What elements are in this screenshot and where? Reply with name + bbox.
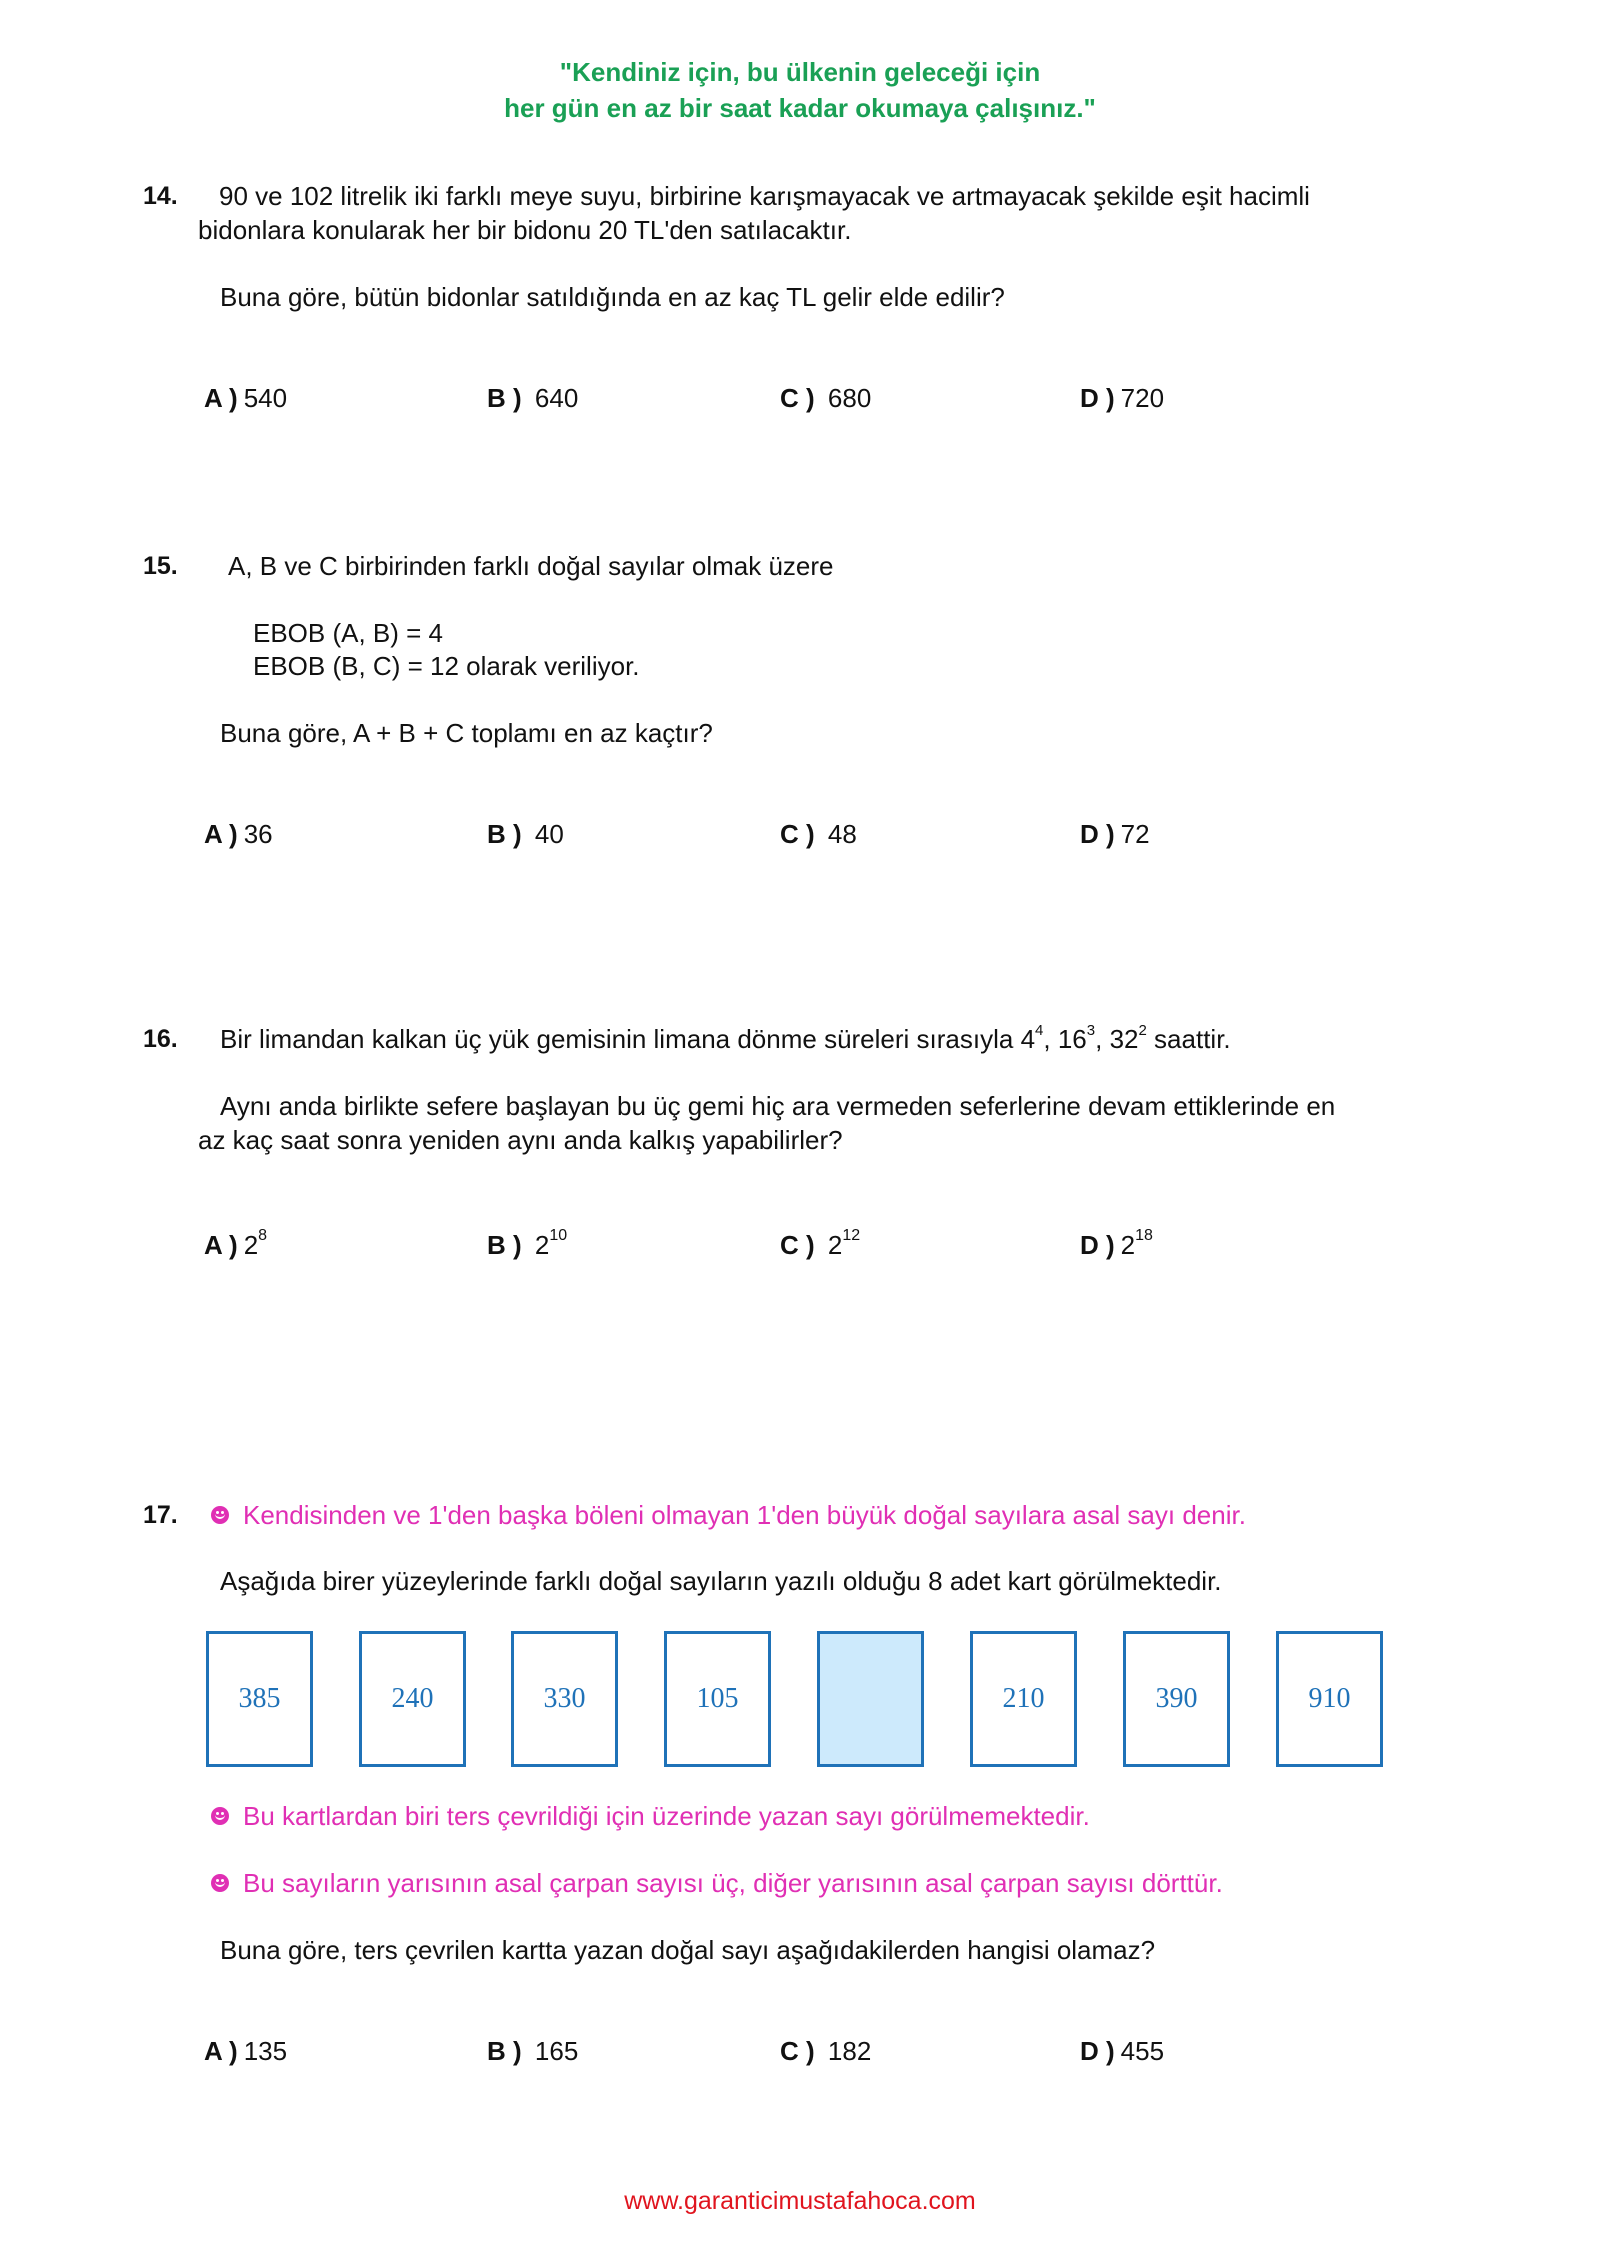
- question-text: bidonlara konularak her bir bidonu 20 TL'den satılacaktır.: [198, 215, 852, 245]
- info-bullet: [211, 1801, 1090, 1832]
- option-base: 2: [243, 1230, 259, 1260]
- option-base: 2: [534, 1230, 550, 1260]
- option-value: 135: [243, 2036, 288, 2066]
- option-b[interactable]: [487, 819, 564, 850]
- option-value: 455: [1120, 2036, 1165, 2066]
- option-label: A ): [204, 1230, 238, 1260]
- option-b[interactable]: [487, 2036, 578, 2067]
- bullet-text: Bu kartlardan biri ters çevrildiği için üzerinde yazan sayı görülmemektedir.: [243, 1801, 1090, 1831]
- option-label: D ): [1080, 1230, 1115, 1260]
- option-value: 182: [827, 2036, 872, 2066]
- duration-exp: 2: [1138, 1022, 1147, 1040]
- number-card: 385: [206, 1631, 313, 1767]
- option-label: A ): [204, 383, 238, 413]
- option-label: D ): [1080, 383, 1115, 413]
- question-intro: Aşağıda birer yüzeylerinde farklı doğal sayıların yazılı olduğu 8 adet kart görülmektedir.: [220, 1566, 1222, 1596]
- question-number: 17.: [143, 1501, 178, 1529]
- question-prompt: Buna göre, ters çevrilen kartta yazan doğal sayı aşağıdakilerden hangisi olamaz?: [220, 1935, 1156, 1965]
- question-number: 14.: [143, 182, 178, 210]
- number-card: 105: [664, 1631, 771, 1767]
- option-base: 2: [1120, 1230, 1136, 1260]
- option-d[interactable]: [1080, 1227, 1153, 1261]
- number-card: 330: [511, 1631, 618, 1767]
- face-down-card: [817, 1631, 924, 1767]
- option-label: B ): [487, 819, 522, 849]
- option-base: 2: [827, 1230, 843, 1260]
- option-d[interactable]: [1080, 2036, 1164, 2067]
- given-line: EBOB (A, B) = 4: [253, 618, 444, 648]
- question-text: 90 ve 102 litrelik iki farklı meye suyu, birbirine karışmayacak ve artmayacak şekilde eşit hacimli: [219, 181, 1310, 211]
- option-label: D ): [1080, 819, 1115, 849]
- duration-base: 16: [1057, 1024, 1087, 1054]
- option-d[interactable]: [1080, 383, 1164, 414]
- option-label: C ): [780, 2036, 815, 2066]
- option-label: A ): [204, 819, 238, 849]
- text-end: saattir.: [1146, 1024, 1231, 1054]
- option-label: C ): [780, 1230, 815, 1260]
- option-label: C ): [780, 383, 815, 413]
- question-text: Aynı anda birlikte sefere başlayan bu üç gemi hiç ara vermeden seferlerine devam ettiklerinde en: [220, 1091, 1336, 1121]
- option-b[interactable]: [487, 383, 578, 414]
- option-label: A ): [204, 2036, 238, 2066]
- number-card: 240: [359, 1631, 466, 1767]
- question-number: 16.: [143, 1025, 178, 1053]
- option-value: 72: [1120, 819, 1150, 849]
- number-card: 390: [1123, 1631, 1230, 1767]
- question-text: [220, 1024, 1231, 1055]
- question-number: 15.: [143, 552, 178, 580]
- option-a[interactable]: [204, 819, 273, 850]
- option-label: D ): [1080, 2036, 1115, 2066]
- option-a[interactable]: [204, 2036, 287, 2067]
- motto-line-1: "Kendiniz için, bu ülkenin geleceği için: [559, 57, 1041, 87]
- number-card: 910: [1276, 1631, 1383, 1767]
- duration-exp: 4: [1035, 1022, 1044, 1040]
- option-exp: 12: [842, 1227, 861, 1245]
- question-text: az kaç saat sonra yeniden aynı anda kalkış yapabilirler?: [198, 1125, 843, 1155]
- option-value: 540: [243, 383, 288, 413]
- option-label: B ): [487, 383, 522, 413]
- option-value: 640: [534, 383, 579, 413]
- option-b[interactable]: [487, 1227, 568, 1261]
- footer-website-link[interactable]: www.garanticimustafahoca.com: [624, 2187, 976, 2215]
- motto-line-2: her gün en az bir saat kadar okumaya çalışınız.": [504, 93, 1096, 123]
- info-bullet: [211, 1868, 1223, 1899]
- separator: ,: [1043, 1024, 1058, 1054]
- separator: ,: [1095, 1024, 1110, 1054]
- bullet-text: Bu sayıların yarısının asal çarpan sayısı üç, diğer yarısının asal çarpan sayısı dörttür.: [243, 1868, 1223, 1898]
- question-prompt: Buna göre, A + B + C toplamı en az kaçtır?: [220, 718, 713, 748]
- option-label: B ): [487, 2036, 522, 2066]
- option-value: 165: [534, 2036, 579, 2066]
- option-exp: 8: [258, 1227, 268, 1245]
- given-line: EBOB (B, C) = 12 olarak veriliyor.: [253, 651, 640, 681]
- option-exp: 18: [1135, 1227, 1153, 1245]
- option-a[interactable]: [204, 1227, 268, 1261]
- question-prompt: Buna göre, bütün bidonlar satıldığında en az kaç TL gelir elde edilir?: [220, 282, 1005, 312]
- definition-bullet: [211, 1500, 1246, 1531]
- option-c[interactable]: [780, 383, 871, 414]
- duration-base: 32: [1109, 1024, 1139, 1054]
- option-value: 720: [1120, 383, 1165, 413]
- option-label: B ): [487, 1230, 522, 1260]
- option-value: 40: [534, 819, 564, 849]
- option-a[interactable]: [204, 383, 287, 414]
- option-label: C ): [780, 819, 815, 849]
- option-value: 36: [243, 819, 273, 849]
- option-value: 48: [827, 819, 857, 849]
- definition-text: Kendisinden ve 1'den başka böleni olmayan 1'den büyük doğal sayılara asal sayı denir.: [243, 1500, 1246, 1530]
- option-c[interactable]: [780, 819, 857, 850]
- number-card: 210: [970, 1631, 1077, 1767]
- option-c[interactable]: [780, 2036, 871, 2067]
- question-text: A, B ve C birbirinden farklı doğal sayılar olmak üzere: [228, 551, 834, 581]
- duration-base: 4: [1020, 1024, 1036, 1054]
- smiley-bullet-icon: [211, 1506, 229, 1524]
- option-exp: 10: [549, 1227, 568, 1245]
- text-start: Bir limandan kalkan üç yük gemisinin limana dönme süreleri sırasıyla: [220, 1024, 1021, 1054]
- smiley-bullet-icon: [211, 1807, 229, 1825]
- option-d[interactable]: [1080, 819, 1150, 850]
- option-c[interactable]: [780, 1227, 861, 1261]
- duration-exp: 3: [1086, 1022, 1096, 1040]
- smiley-bullet-icon: [211, 1874, 229, 1892]
- option-value: 680: [827, 383, 872, 413]
